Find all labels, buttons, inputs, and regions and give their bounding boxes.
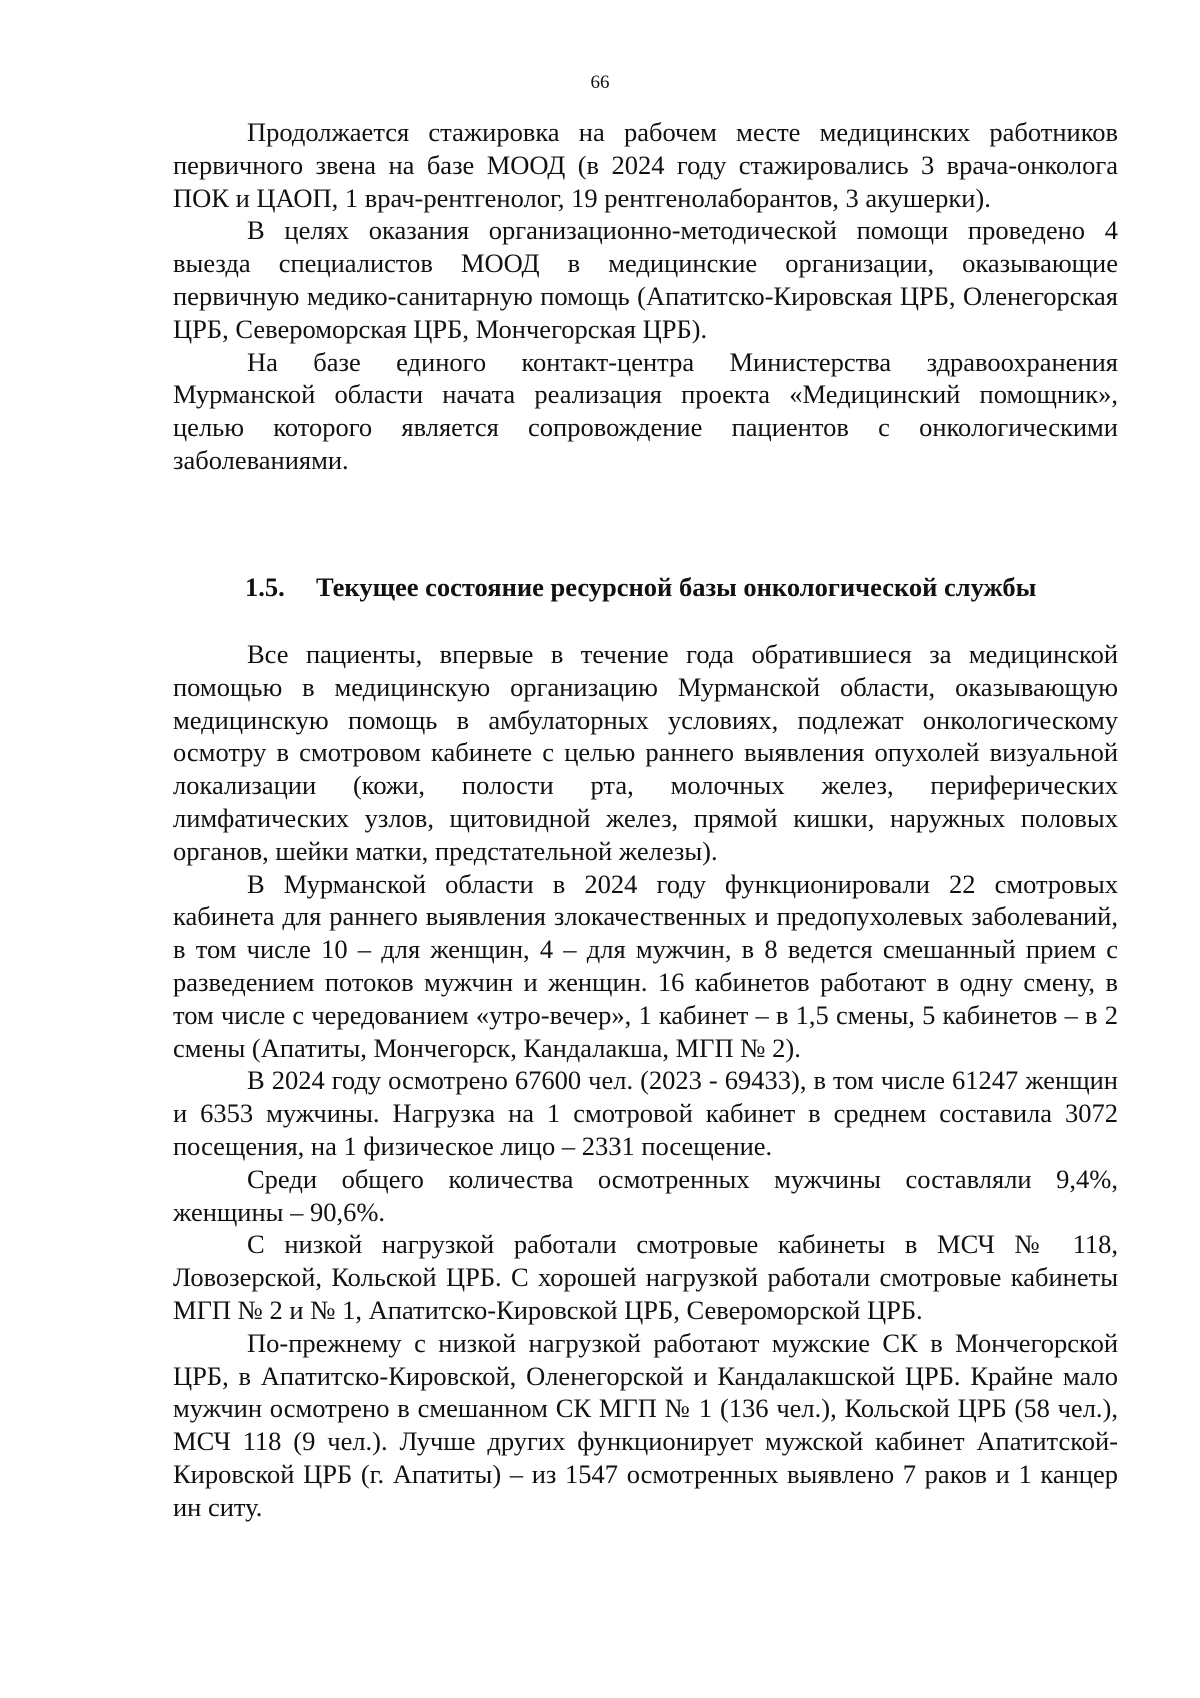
paragraph-methodical-help: В целях оказания организационно-методической помощи проведено 4 выезда специалистов МООД в медицинские организации, оказывающие первичную медико-санитарную помощь (Апатитско-Кировская ЦРБ, Оленегорская ЦРБ, Североморская ЦРБ, Мончегорская ЦРБ). bbox=[173, 215, 1118, 344]
paragraph-contact-center: На базе единого контакт-центра Министерства здравоохранения Мурманской области начата реализация проекта «Медицинский помощник», целью которого является сопровождение пациентов с онкологическими заболеваниями. bbox=[173, 346, 1118, 475]
section-number: 1.5. bbox=[245, 572, 285, 602]
paragraph-exam-rooms: В Мурманской области в 2024 году функционировали 22 смотровых кабинета для раннего выявления злокачественных и предопухолевых заболеваний, в том числе 10 – для женщин, 4 – для мужчин, в 8 ведется смешанный прием с разведением потоков мужчин и женщин. 16 кабинетов работают в одну смену, в том числе с чередованием «утро-вечер», 1 кабинет – в 1,5 смены, 5 кабинетов – в 2 смены (Апатиты, Мончегорск, Кандалакша, МГП № 2). bbox=[173, 868, 1118, 1063]
paragraph-male-rooms: По-прежнему с низкой нагрузкой работают мужские СК в Мончегорской ЦРБ, в Апатитско-Кировской, Оленегорской и Кандалакшской ЦРБ. Крайне мало мужчин осмотрено в смешанном СК МГП № 1 (136 чел.), Кольской ЦРБ (58 чел.), МСЧ 118 (9 чел.). Лучше других функционирует мужской кабинет Апатитской-Кировской ЦРБ (г. Апатиты) – из 1547 осмотренных выявлено 7 раков и 1 канцер ин ситу. bbox=[173, 1327, 1118, 1522]
section-title: Текущее состояние ресурсной базы онкологической службы bbox=[316, 572, 1037, 602]
page-number: 66 bbox=[590, 72, 610, 93]
paragraph-patients-screening: Все пациенты, впервые в течение года обратившиеся за медицинской помощью в медицинскую организацию Мурманской области, оказывающую медицинскую помощь в амбулаторных условиях, подлежат онкологическому осмотру в смотровом кабинете с целью раннего выявления опухолей визуальной локализации (кожи, полости рта, молочных желез, периферических лимфатических узлов, щитовидной желез, прямой кишки, наружных половых органов, шейки матки, предстательной железы). bbox=[173, 639, 1118, 866]
section-heading bbox=[245, 572, 1036, 603]
paragraph-internship: Продолжается стажировка на рабочем месте медицинских работников первичного звена на базе МООД (в 2024 году стажировались 3 врача-онколога ПОК и ЦАОП, 1 врач-рентгенолог, 19 рентгенолаборантов, 3 акушерки). bbox=[173, 117, 1118, 213]
section-text-block bbox=[173, 638, 1118, 1524]
intro-text-block bbox=[173, 116, 1118, 477]
paragraph-room-load: С низкой нагрузкой работали смотровые кабинеты в МСЧ № 118, Ловозерской, Кольской ЦРБ. С хорошей нагрузкой работали смотровые кабинеты МГП № 2 и № 1, Апатитско-Кировской ЦРБ, Североморской ЦРБ. bbox=[173, 1229, 1118, 1325]
paragraph-gender-share: Среди общего количества осмотренных мужчины составляли 9,4%, женщины – 90,6%. bbox=[173, 1163, 1118, 1227]
paragraph-examined-count: В 2024 году осмотрено 67600 чел. (2023 - 69433), в том числе 61247 женщин и 6353 мужчины. Нагрузка на 1 смотровой кабинет в среднем составила 3072 посещения, на 1 физическое лицо – 2331 посещение. bbox=[173, 1065, 1118, 1161]
